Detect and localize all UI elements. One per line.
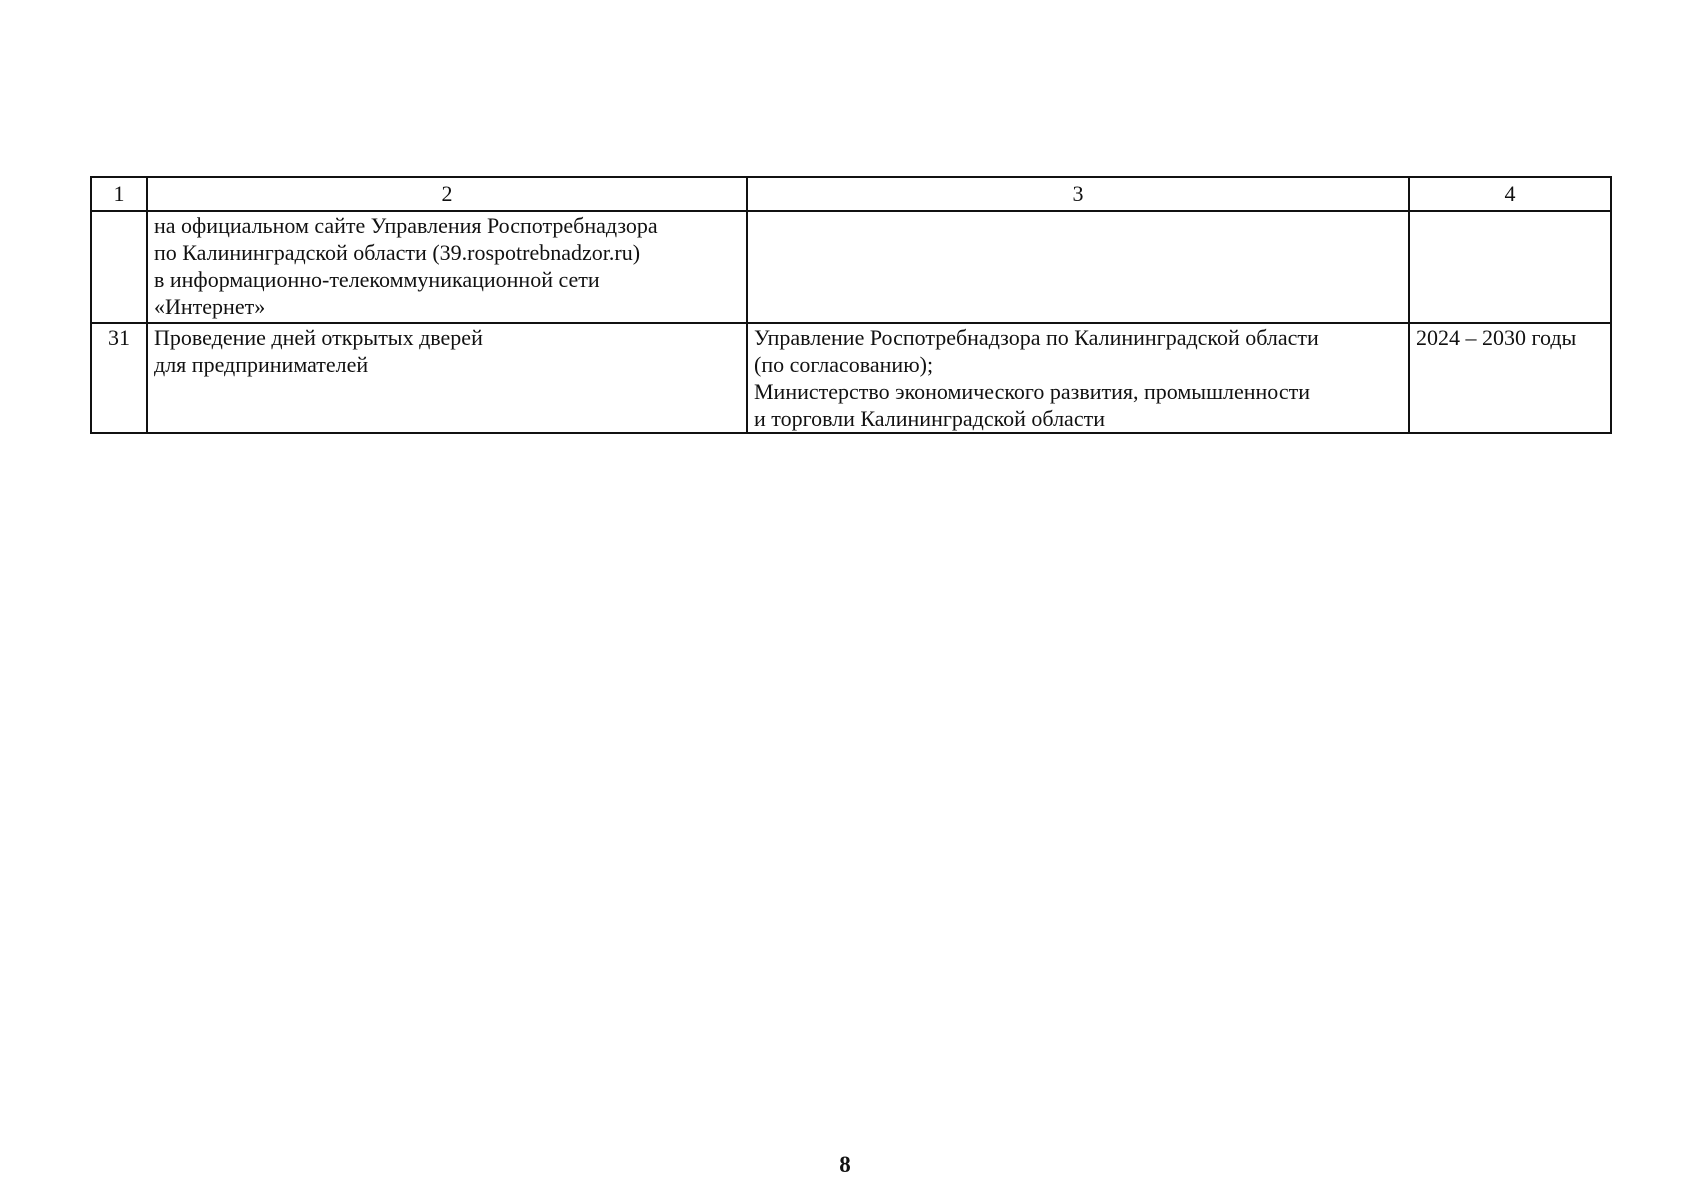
header-cell-2: 2 [147,177,747,211]
table-row [91,211,1611,323]
responsible-cell [747,211,1409,323]
activity-cell: на официальном сайте Управления Роспотребнадзора по Калининградской области (39.rospotrebnadzor.ru) в информационно-телекоммуникационной сети «Интернет» [147,211,747,323]
plan-table [90,176,1612,434]
header-cell-3: 3 [747,177,1409,211]
period-cell [1409,211,1611,323]
header-cell-4: 4 [1409,177,1611,211]
page-number: 8 [839,1152,851,1177]
row-number [91,211,147,323]
responsible-cell: Управление Роспотребнадзора по Калининградской области (по согласованию); Министерство экономического развития, промышленности и торговли Калининградской области [747,323,1409,433]
table-header-row [91,177,1611,211]
activity-cell: Проведение дней открытых дверей для предпринимателей [147,323,747,433]
table-row [91,323,1611,433]
period-cell: 2024 – 2030 годы [1409,323,1611,433]
row-number: 31 [91,323,147,433]
header-cell-1: 1 [91,177,147,211]
